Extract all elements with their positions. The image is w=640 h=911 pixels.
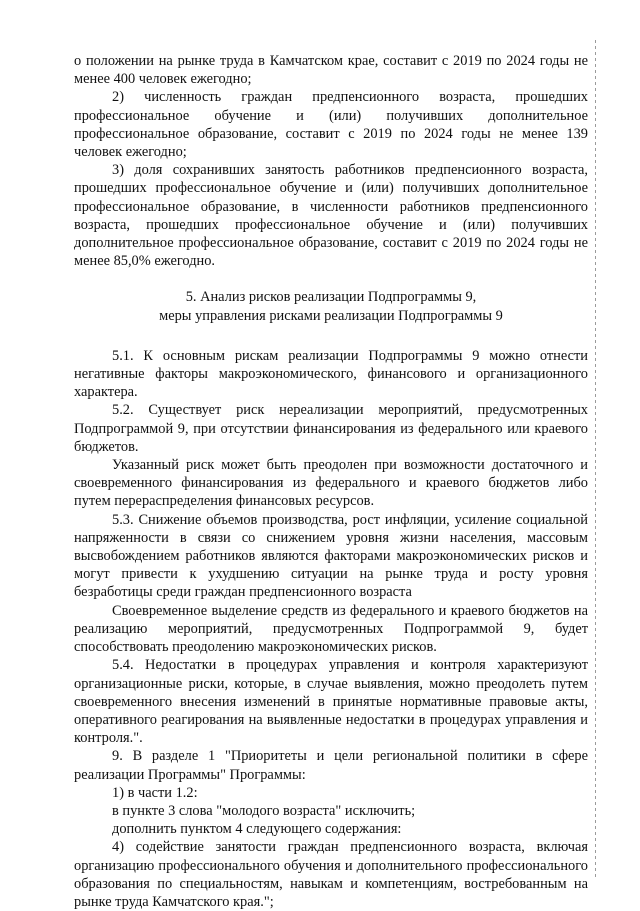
paragraph-amendment-part-1-2: 1) в части 1.2: <box>112 784 198 801</box>
paragraph-5-2: 5.2. Существует риск нереализации мероприятий, предусмотренных Подпрограммой 9, при отсутствии финансирования из федерального или краевого бюджетов. <box>74 402 588 455</box>
paragraph-5-2-note: Указанный риск может быть преодолен при возможности достаточного и своевременного финансирования из федерального и краевого бюджетов либо путем перераспределения финансовых ресурсов. <box>74 457 588 510</box>
paragraph-amendment-9: 9. В разделе 1 "Приоритеты и цели региональной политики в сфере реализации Программы" Программы: <box>74 748 588 783</box>
section-heading-line-2: меры управления рисками реализации Подпрограммы 9 <box>159 307 503 324</box>
paragraph-item-3: 3) доля сохранивших занятость работников предпенсионного возраста, прошедших профессиональное обучение и (или) получивших дополнительное профессиональное образование, в численности работников предпенсионного возраста, прошедших профессиональное обучение и (или) получивших дополнительное профессиональное образование, составит с 2019 по 2024 годы не менее 85,0% ежегодно. <box>74 162 588 270</box>
paragraph-5-3: 5.3. Снижение объемов производства, рост инфляции, усиление социальной напряженности в связи со снижением уровня жизни населения, массовым высвобождением работников являются факторами макроэкономических рисков и могут привести к ухудшению ситуации на рынке труда и росту уровня безработицы среди граждан предпенсионного возраста <box>74 511 588 601</box>
paragraph-continuation: о положении на рынке труда в Камчатском крае, составит с 2019 по 2024 годы не менее 400 человек ежегодно; <box>74 53 588 88</box>
document-page <box>74 52 588 911</box>
paragraph-item-2: 2) численность граждан предпенсионного возраста, прошедших профессиональное обучение и (или) получивших дополнительное профессиональное образование, составит с 2019 по 2024 годы не менее 139 человек ежегодно; <box>74 89 588 161</box>
paragraph-5-3-note: Своевременное выделение средств из федерального и краевого бюджетов на реализацию мероприятий, предусмотренных Подпрограммой 9, будет способствовать преодолению макроэкономических рисков. <box>74 602 588 656</box>
paragraph-amendment-add-point-4: дополнить пунктом 4 следующего содержания: <box>112 821 402 838</box>
paragraph-5-4: 5.4. Недостатки в процедурах управления и контроля характеризуют организационные риски, которые, в случае выявления, можно преодолеть путем своевременного внесения изменений в принятые нормативные правовые акты, оперативного реагирования на выявленные недостатки в процедурах управления и контроля.". <box>74 657 588 747</box>
paragraph-5-1: 5.1. К основным рискам реализации Подпрограммы 9 можно отнести негативные факторы макроэкономического, финансового и организационного характера. <box>74 347 588 401</box>
paragraph-amendment-point-4-text: 4) содействие занятости граждан предпенсионного возраста, включая организацию профессионального обучения и дополнительного профессионального образования по специальностям, навыкам и компетенциям, востребованным на рынке труда Камчатского края."; <box>74 839 588 910</box>
scan-edge-mark <box>595 40 596 880</box>
section-heading-line-1: 5. Анализ рисков реализации Подпрограммы 9, <box>185 289 477 306</box>
paragraph-amendment-point-3: в пункте 3 слова "молодого возраста" исключить; <box>112 802 416 819</box>
section-heading <box>74 288 588 324</box>
